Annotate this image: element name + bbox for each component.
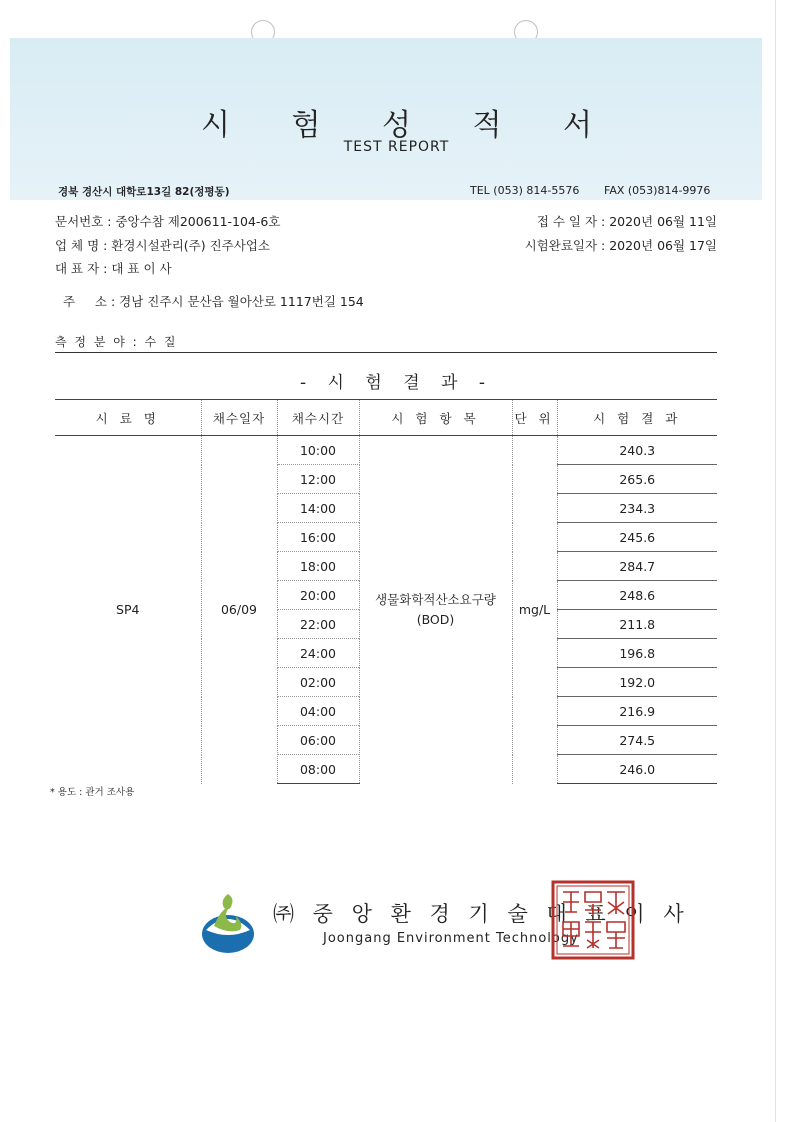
address-value: 경남 진주시 문산읍 월아산로 1117번길 154 — [119, 294, 364, 309]
issuer-tel: TEL (053) 814-5576 — [470, 184, 580, 197]
sample-name-cell: SP4 — [55, 436, 201, 784]
doc-number-row — [55, 212, 280, 230]
sampling-time-cell: 10:00 — [277, 436, 359, 465]
test-result-cell: 196.8 — [557, 639, 717, 668]
sampling-time-cell: 14:00 — [277, 494, 359, 523]
sampling-time-cell: 24:00 — [277, 639, 359, 668]
header-test-result: 시 험 결 과 — [557, 400, 717, 436]
doc-number-label: 문서번호 : — [55, 214, 116, 229]
results-table — [55, 399, 717, 784]
test-result-cell: 274.5 — [557, 726, 717, 755]
doc-number-value: 중앙수참 제200611-104-6호 — [115, 214, 281, 229]
sampling-time-cell: 02:00 — [277, 668, 359, 697]
test-result-cell: 192.0 — [557, 668, 717, 697]
page-edge-line — [775, 0, 776, 1122]
received-date-row — [537, 212, 717, 230]
issuer-address: 경북 경산시 대학로13길 82(정평동) — [58, 186, 230, 198]
test-item-name: 생물화학적산소요구량 — [375, 591, 496, 607]
representative-row — [55, 259, 172, 277]
company-row — [55, 236, 270, 254]
test-item-code: (BOD) — [416, 611, 455, 627]
sampling-time-cell: 22:00 — [277, 610, 359, 639]
results-table-body — [55, 436, 717, 784]
sampling-time-cell: 06:00 — [277, 726, 359, 755]
test-result-cell: 284.7 — [557, 552, 717, 581]
usage-footnote: * 용도 : 관거 조사용 — [50, 787, 135, 798]
company-seal-icon — [551, 880, 635, 960]
sampling-time-cell: 20:00 — [277, 581, 359, 610]
sampling-date-cell: 06/09 — [201, 436, 277, 784]
test-result-cell: 246.0 — [557, 755, 717, 784]
unit-cell: mg/L — [512, 436, 557, 784]
table-row — [55, 436, 717, 465]
test-result-cell: 211.8 — [557, 610, 717, 639]
sampling-time-cell: 12:00 — [277, 465, 359, 494]
header-sampling-time: 채수시간 — [277, 400, 359, 436]
document-subtitle: TEST REPORT — [343, 139, 450, 155]
completed-date-row — [525, 236, 717, 254]
document-title: 시 험 성 적 서 — [200, 108, 619, 143]
company-label: 업 체 명 : — [55, 238, 112, 253]
company-name-english: Joongang Environment Technology — [323, 931, 579, 946]
sampling-time-cell: 16:00 — [277, 523, 359, 552]
representative-value: 대 표 이 사 — [111, 261, 172, 276]
test-item-cell — [359, 436, 512, 784]
header-unit: 단 위 — [512, 400, 557, 436]
sampling-time-cell: 18:00 — [277, 552, 359, 581]
results-title: - 시 험 결 과 - — [300, 373, 493, 393]
test-result-cell: 240.3 — [557, 436, 717, 465]
sampling-time-cell: 04:00 — [277, 697, 359, 726]
company-value: 환경시설관리(주) 진주사업소 — [111, 238, 270, 253]
table-header-row — [55, 400, 717, 436]
received-date-label: 접 수 일 자 : — [536, 214, 610, 229]
address-row — [55, 277, 364, 310]
test-result-cell: 245.6 — [557, 523, 717, 552]
test-result-cell: 216.9 — [557, 697, 717, 726]
sampling-time-cell: 08:00 — [277, 755, 359, 784]
completed-date-value: 2020년 06월 17일 — [609, 238, 717, 253]
header-sample-name: 시 료 명 — [55, 400, 201, 436]
test-result-cell: 265.6 — [557, 465, 717, 494]
company-logo-icon — [200, 890, 256, 954]
test-result-cell: 248.6 — [557, 581, 717, 610]
representative-label: 대 표 자 : — [55, 261, 112, 276]
header-sampling-date: 채수일자 — [201, 400, 277, 436]
issuer-fax: FAX (053)814-9976 — [604, 184, 711, 197]
address-label: 주 소 : — [62, 294, 120, 309]
section-rule — [55, 352, 717, 353]
company-name-korean: ㈜ 중 앙 환 경 기 술 대 표 이 사 — [273, 902, 690, 926]
completed-date-label: 시험완료일자 : — [524, 238, 610, 253]
test-result-cell: 234.3 — [557, 494, 717, 523]
received-date-value: 2020년 06월 11일 — [609, 214, 717, 229]
header-test-item: 시 험 항 목 — [359, 400, 512, 436]
measurement-field: 측 정 분 야 : 수 질 — [55, 335, 178, 349]
